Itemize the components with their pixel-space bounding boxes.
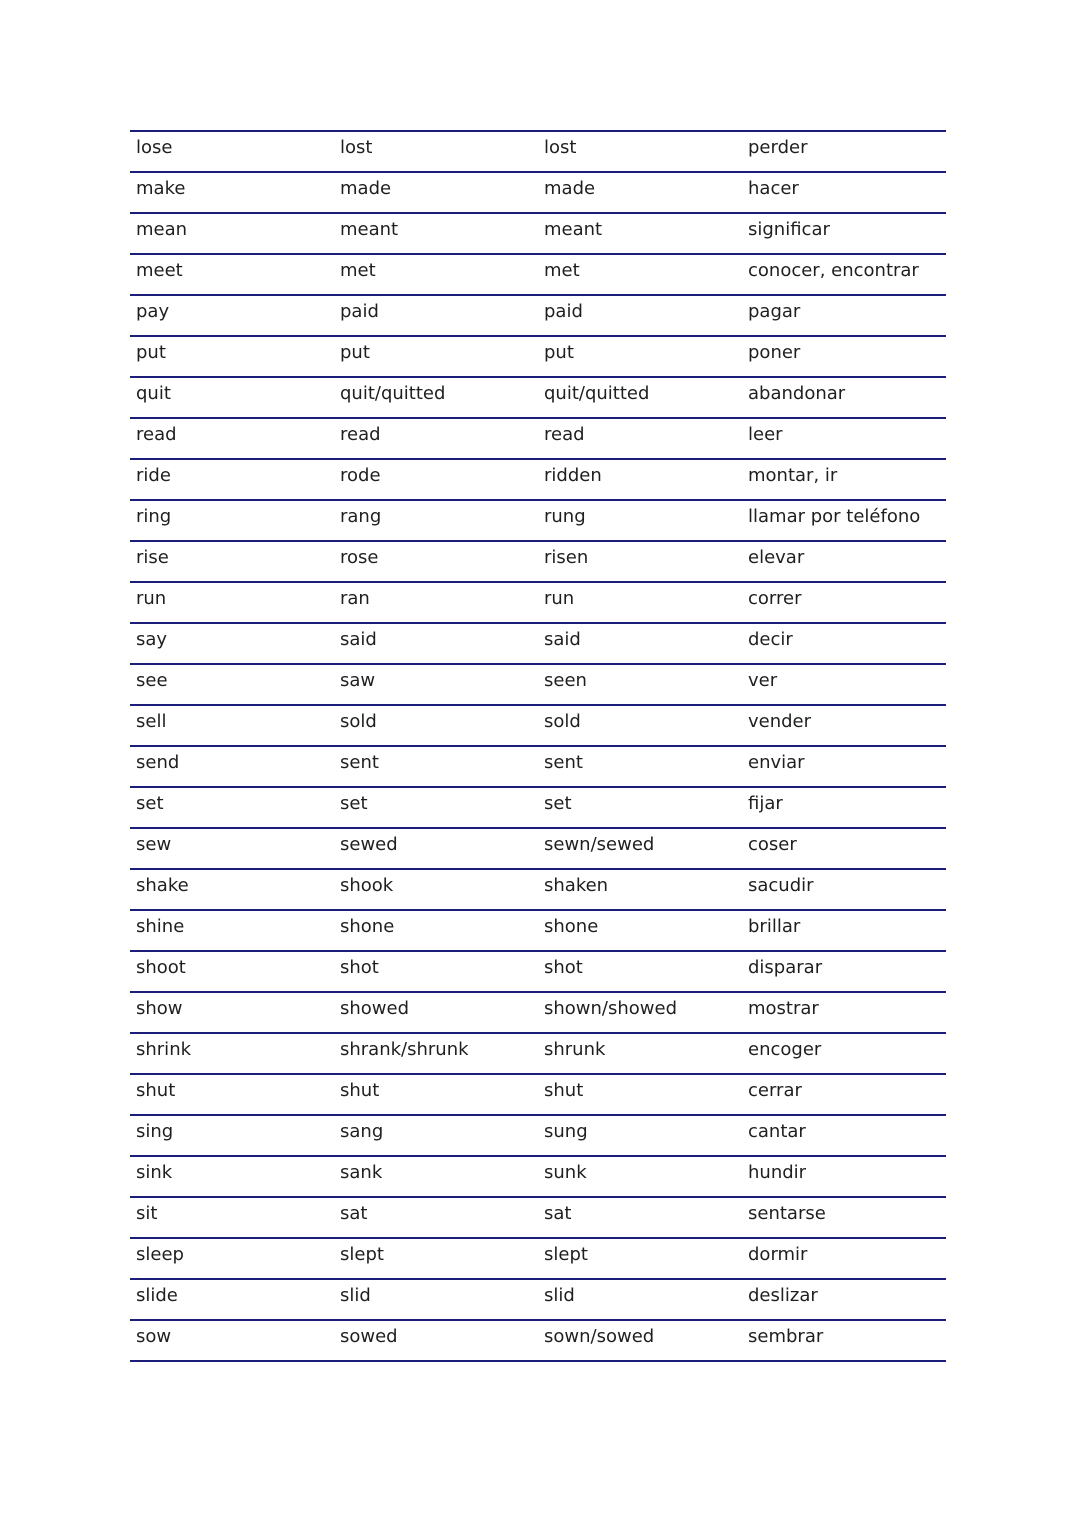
translation-cell: decir — [742, 623, 946, 664]
translation-cell: fijar — [742, 787, 946, 828]
past-participle-cell: read — [538, 418, 742, 459]
translation-cell: dormir — [742, 1238, 946, 1279]
base-form-cell: meet — [130, 254, 334, 295]
table-row — [130, 541, 946, 582]
translation-cell: significar — [742, 213, 946, 254]
table-row — [130, 295, 946, 336]
past-participle-cell: lost — [538, 131, 742, 172]
table-row — [130, 172, 946, 213]
table-row — [130, 1197, 946, 1238]
past-simple-cell: saw — [334, 664, 538, 705]
translation-cell: abandonar — [742, 377, 946, 418]
translation-cell: elevar — [742, 541, 946, 582]
past-simple-cell: made — [334, 172, 538, 213]
past-participle-cell: paid — [538, 295, 742, 336]
past-simple-cell: sowed — [334, 1320, 538, 1361]
past-simple-cell: paid — [334, 295, 538, 336]
translation-cell: conocer, encontrar — [742, 254, 946, 295]
table-row — [130, 1279, 946, 1320]
past-participle-cell: set — [538, 787, 742, 828]
translation-cell: llamar por teléfono — [742, 500, 946, 541]
translation-cell: ver — [742, 664, 946, 705]
base-form-cell: shoot — [130, 951, 334, 992]
base-form-cell: sleep — [130, 1238, 334, 1279]
table-row — [130, 992, 946, 1033]
past-simple-cell: slept — [334, 1238, 538, 1279]
translation-cell: montar, ir — [742, 459, 946, 500]
table-row — [130, 746, 946, 787]
past-participle-cell: slept — [538, 1238, 742, 1279]
base-form-cell: slide — [130, 1279, 334, 1320]
base-form-cell: shrink — [130, 1033, 334, 1074]
past-simple-cell: rang — [334, 500, 538, 541]
table-row — [130, 254, 946, 295]
past-simple-cell: lost — [334, 131, 538, 172]
past-participle-cell: sold — [538, 705, 742, 746]
past-participle-cell: shown/showed — [538, 992, 742, 1033]
base-form-cell: shine — [130, 910, 334, 951]
base-form-cell: sell — [130, 705, 334, 746]
past-participle-cell: shut — [538, 1074, 742, 1115]
table-row — [130, 787, 946, 828]
base-form-cell: ride — [130, 459, 334, 500]
table-row — [130, 582, 946, 623]
base-form-cell: mean — [130, 213, 334, 254]
table-row — [130, 1156, 946, 1197]
past-participle-cell: seen — [538, 664, 742, 705]
past-participle-cell: met — [538, 254, 742, 295]
translation-cell: correr — [742, 582, 946, 623]
past-participle-cell: said — [538, 623, 742, 664]
past-simple-cell: shut — [334, 1074, 538, 1115]
base-form-cell: sink — [130, 1156, 334, 1197]
table-row — [130, 1238, 946, 1279]
past-participle-cell: shrunk — [538, 1033, 742, 1074]
past-simple-cell: shook — [334, 869, 538, 910]
translation-cell: sembrar — [742, 1320, 946, 1361]
irregular-verbs-table — [130, 130, 946, 1362]
past-simple-cell: sang — [334, 1115, 538, 1156]
translation-cell: cerrar — [742, 1074, 946, 1115]
translation-cell: brillar — [742, 910, 946, 951]
base-form-cell: quit — [130, 377, 334, 418]
past-simple-cell: sent — [334, 746, 538, 787]
base-form-cell: see — [130, 664, 334, 705]
translation-cell: poner — [742, 336, 946, 377]
table-row — [130, 377, 946, 418]
past-simple-cell: sold — [334, 705, 538, 746]
past-simple-cell: put — [334, 336, 538, 377]
past-simple-cell: quit/quitted — [334, 377, 538, 418]
past-participle-cell: shot — [538, 951, 742, 992]
translation-cell: vender — [742, 705, 946, 746]
table-row — [130, 705, 946, 746]
base-form-cell: lose — [130, 131, 334, 172]
base-form-cell: ring — [130, 500, 334, 541]
past-simple-cell: meant — [334, 213, 538, 254]
past-simple-cell: sank — [334, 1156, 538, 1197]
base-form-cell: sing — [130, 1115, 334, 1156]
past-simple-cell: sewed — [334, 828, 538, 869]
past-participle-cell: quit/quitted — [538, 377, 742, 418]
translation-cell: perder — [742, 131, 946, 172]
past-participle-cell: sat — [538, 1197, 742, 1238]
translation-cell: pagar — [742, 295, 946, 336]
translation-cell: deslizar — [742, 1279, 946, 1320]
past-participle-cell: sewn/sewed — [538, 828, 742, 869]
past-participle-cell: sent — [538, 746, 742, 787]
past-participle-cell: slid — [538, 1279, 742, 1320]
past-participle-cell: sung — [538, 1115, 742, 1156]
translation-cell: sacudir — [742, 869, 946, 910]
base-form-cell: show — [130, 992, 334, 1033]
past-participle-cell: rung — [538, 500, 742, 541]
table-row — [130, 623, 946, 664]
base-form-cell: set — [130, 787, 334, 828]
translation-cell: cantar — [742, 1115, 946, 1156]
past-participle-cell: ridden — [538, 459, 742, 500]
base-form-cell: say — [130, 623, 334, 664]
past-simple-cell: set — [334, 787, 538, 828]
past-participle-cell: run — [538, 582, 742, 623]
past-participle-cell: risen — [538, 541, 742, 582]
base-form-cell: make — [130, 172, 334, 213]
past-participle-cell: meant — [538, 213, 742, 254]
table-row — [130, 131, 946, 172]
past-simple-cell: shot — [334, 951, 538, 992]
translation-cell: leer — [742, 418, 946, 459]
table-row — [130, 459, 946, 500]
past-simple-cell: showed — [334, 992, 538, 1033]
translation-cell: disparar — [742, 951, 946, 992]
base-form-cell: shake — [130, 869, 334, 910]
base-form-cell: sit — [130, 1197, 334, 1238]
translation-cell: encoger — [742, 1033, 946, 1074]
table-row — [130, 500, 946, 541]
table-row — [130, 664, 946, 705]
table-row — [130, 951, 946, 992]
past-simple-cell: met — [334, 254, 538, 295]
base-form-cell: sew — [130, 828, 334, 869]
base-form-cell: shut — [130, 1074, 334, 1115]
past-participle-cell: made — [538, 172, 742, 213]
table-row — [130, 828, 946, 869]
past-simple-cell: rose — [334, 541, 538, 582]
past-simple-cell: sat — [334, 1197, 538, 1238]
past-participle-cell: shaken — [538, 869, 742, 910]
translation-cell: sentarse — [742, 1197, 946, 1238]
past-simple-cell: rode — [334, 459, 538, 500]
past-simple-cell: ran — [334, 582, 538, 623]
table-row — [130, 1320, 946, 1361]
translation-cell: hacer — [742, 172, 946, 213]
table-row — [130, 910, 946, 951]
table-row — [130, 213, 946, 254]
base-form-cell: put — [130, 336, 334, 377]
translation-cell: enviar — [742, 746, 946, 787]
table-row — [130, 1115, 946, 1156]
table-row — [130, 418, 946, 459]
translation-cell: mostrar — [742, 992, 946, 1033]
base-form-cell: read — [130, 418, 334, 459]
table-row — [130, 336, 946, 377]
past-simple-cell: said — [334, 623, 538, 664]
past-participle-cell: sunk — [538, 1156, 742, 1197]
base-form-cell: run — [130, 582, 334, 623]
table-body — [130, 131, 946, 1361]
base-form-cell: pay — [130, 295, 334, 336]
past-simple-cell: read — [334, 418, 538, 459]
past-simple-cell: shrank/shrunk — [334, 1033, 538, 1074]
base-form-cell: sow — [130, 1320, 334, 1361]
table-row — [130, 1074, 946, 1115]
base-form-cell: rise — [130, 541, 334, 582]
past-simple-cell: shone — [334, 910, 538, 951]
translation-cell: hundir — [742, 1156, 946, 1197]
past-participle-cell: sown/sowed — [538, 1320, 742, 1361]
translation-cell: coser — [742, 828, 946, 869]
table-row — [130, 1033, 946, 1074]
base-form-cell: send — [130, 746, 334, 787]
table-row — [130, 869, 946, 910]
past-participle-cell: shone — [538, 910, 742, 951]
past-simple-cell: slid — [334, 1279, 538, 1320]
past-participle-cell: put — [538, 336, 742, 377]
